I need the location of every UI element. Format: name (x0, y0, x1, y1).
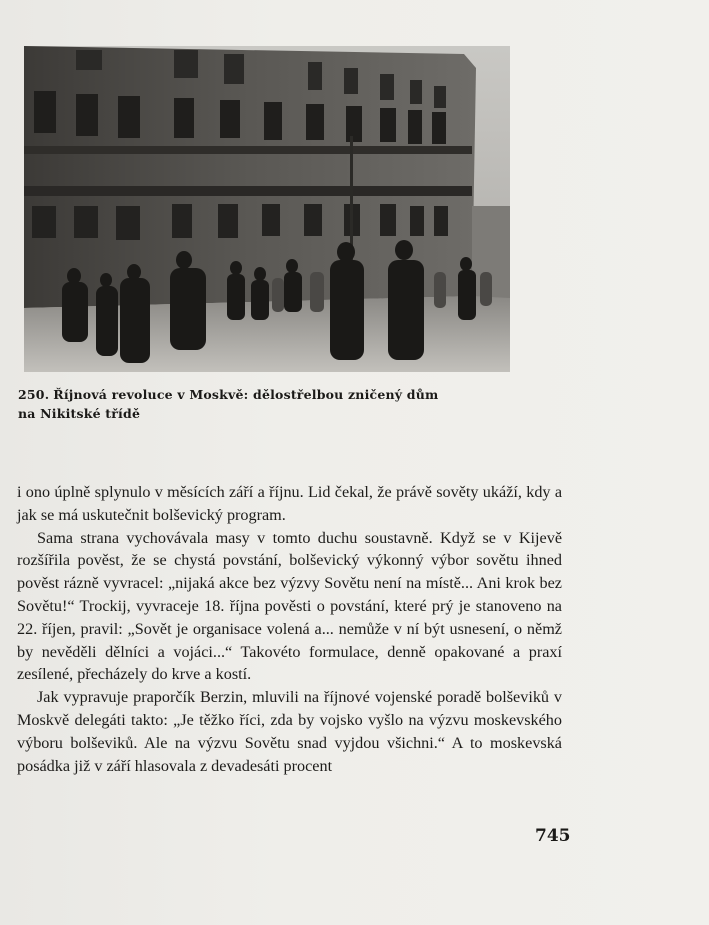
page-number: 745 (535, 826, 571, 846)
figure-caption (18, 385, 448, 423)
figure-number: 250. (18, 387, 50, 402)
body-text (17, 481, 562, 777)
paragraph: Sama strana vychovávala masy v tomto duchu soustavně. Když se v Kijevě rozšířila pověst, že se chystá povstání, bolševický výkonný výbor sovětu ihned pověst rázně vyvracel: „nijaká akce bez výzvy Sovětu není na místě... Ani krok bez Sovětu!“ Trockij, vyvraceje 18. října pověsti o povstání, které prý je stanoveno na 22. říjen, pravil: „Sovět je organisace volená a... nemůže v ní být usnesení, o němž by nevěděli dělníci a vojáci...“ Takovéto formulace, denně opakované a praxí zesílené, přecházely do krve a kostí. (17, 528, 562, 684)
paragraph: Jak vypravuje praporčík Berzin, mluvili na říjnové vojenské poradě bolševiků v Moskvě delegáti takto: „Je těžko říci, zda by vojsko vyšlo na výzvu moskevského výboru bolševiků. Ale na výzvu Sovětu snad vyjdou všichni.“ A to moskevská posádka již v září hlasovala z devadesáti procent (17, 688, 562, 775)
figure-caption-text: Říjnová revoluce v Moskvě: dělostřelbou zničený dům na Nikitské třídě (18, 387, 439, 421)
paragraph: i ono úplně splynulo v měsících září a říjnu. Lid čekal, že právě sověty ukáží, kdy a jak se má uskutečnit bolševický program. (17, 483, 562, 524)
photo-destroyed-building (24, 46, 510, 372)
